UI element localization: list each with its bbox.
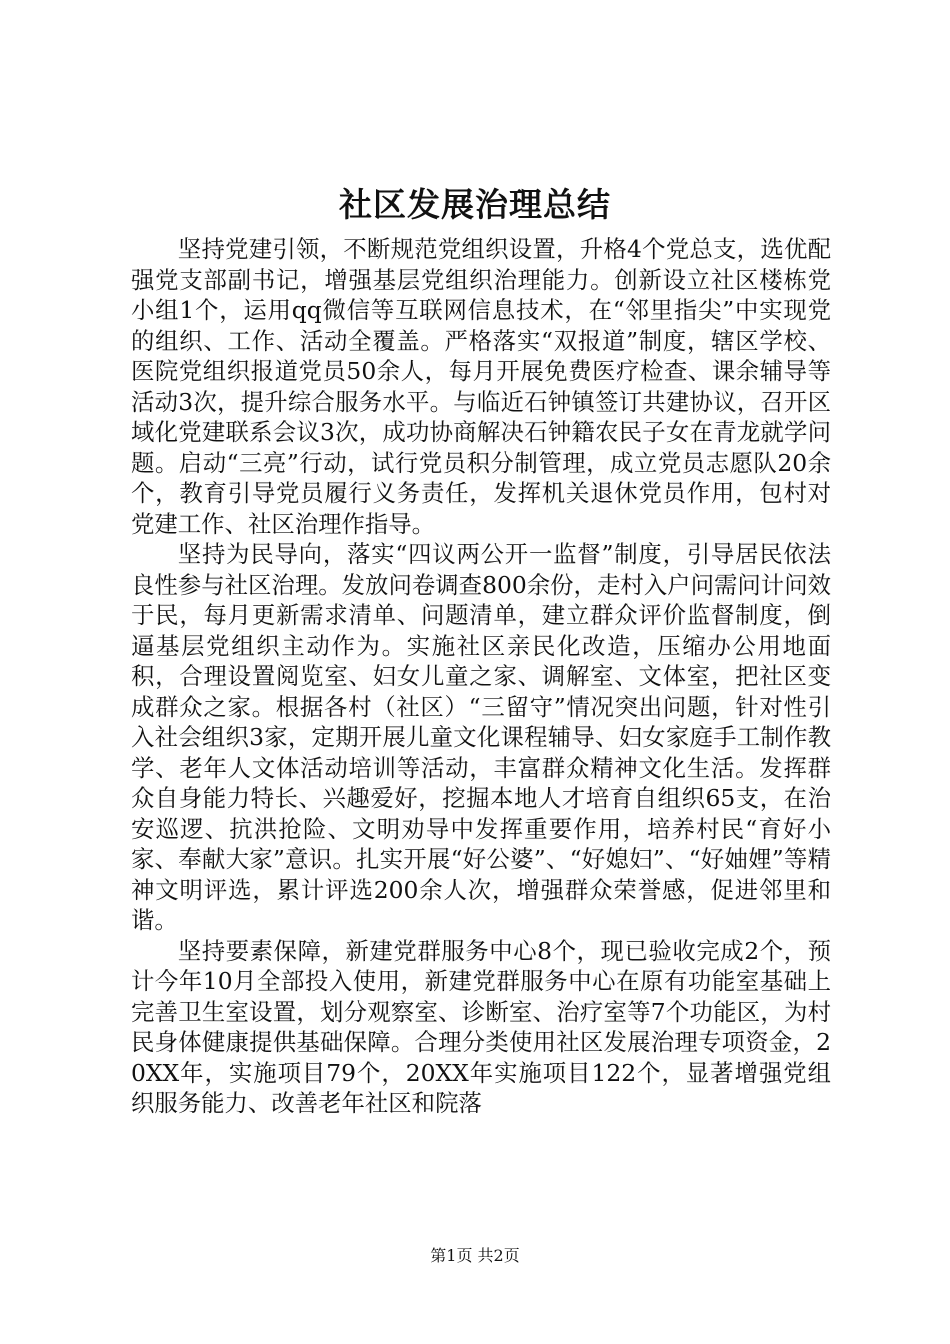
document-title: 社区发展治理总结 (339, 185, 611, 224)
paragraph-party-building: 坚持党建引领，不断规范党组织设置，升格4个党总支，选优配强党支部副书记，增强基层党组织治理能力。创新设立社区楼栋党小组1个，运用qq微信等互联网信息技术，在“邻里指尖”中实现党的组织、工作、活动全覆盖。严格落实“双报道”制度，辖区学校、医院党组织报道党员50余人，每月开展免费医疗检查、课余辅导等活动3次，提升综合服务水平。与临近石钟镇签订共建协议，召开区域化党建联系会议3次，成功协商解决石钟籍农民子女在青龙就学问题。启动“三亮”行动，试行党员积分制管理，成立党员志愿队20余个，教育引导党员履行义务责任，发挥机关退休党员作用，包村对党建工作、社区治理作指导。 (131, 235, 831, 538)
paragraph-people-oriented: 坚持为民导向，落实“四议两公开一监督”制度，引导居民依法良性参与社区治理。发放问卷调查800余份，走村入户问需问计问效于民，每月更新需求清单、问题清单，建立群众评价监督制度，倒逼基层党组织主动作为。实施社区亲民化改造，压缩办公用地面积，合理设置阅览室、妇女儿童之家、调解室、文体室，把社区变成群众之家。根据各村（社区）“三留守”情况突出问题，针对性引入社会组织3家，定期开展儿童文化课程辅导、妇女家庭手工制作教学、老年人文体活动培训等活动，丰富群众精神文化生活。发挥群众自身能力特长、兴趣爱好，挖掘本地人才培育自组织65支，在治安巡逻、抗洪抢险、文明劝导中发挥重要作用，培养村民“育好小家、奉献大家”意识。扎实开展“好公婆”、“好媳妇”、“好妯娌”等精神文明评选，累计评选200余人次，增强群众荣誉感，促进邻里和谐。 (131, 540, 831, 934)
page-footer: 第1页 共2页 (430, 1246, 520, 1265)
document-body (131, 234, 831, 1119)
paragraph-resource-guarantee: 坚持要素保障，新建党群服务中心8个，现已验收完成2个，预计今年10月全部投入使用，新建党群服务中心在原有功能室基础上完善卫生室设置，划分观察室、诊断室、治疗室等7个功能区，为村民身体健康提供基础保障。合理分类使用社区发展治理专项资金，20XX年，实施项目79个，20XX年实施项目122个，显著增强党组织服务能力、改善老年社区和院落 (131, 936, 831, 1117)
